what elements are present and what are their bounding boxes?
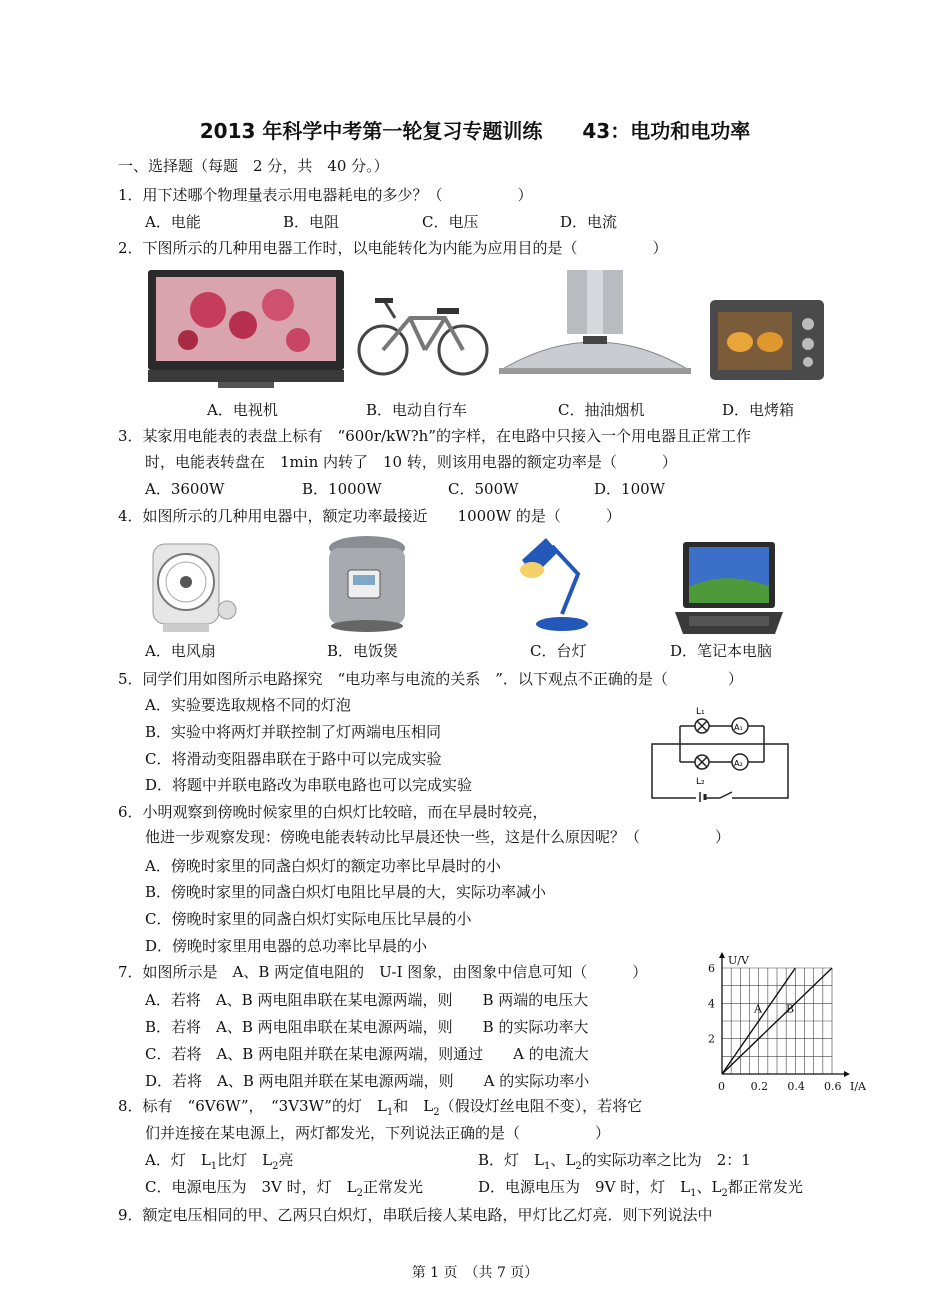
- q7-option-c: C．若将 A、B 两电阻并联在某电源两端，则通过 A 的电流大: [145, 1045, 589, 1063]
- electric-fan-image: [143, 540, 239, 636]
- q4-option-a: A．电风扇: [145, 642, 216, 660]
- sub-1: 1: [690, 1188, 697, 1199]
- q8-a-pre: A．灯 L: [145, 1151, 211, 1169]
- label-a2: A₂: [734, 759, 743, 768]
- q3-line2: 时，电能表转盘在 1min 内转了 10 转，则该用电器的额定功率是（ ）: [145, 453, 677, 471]
- section-heading: 一、选择题（每题 2 分，共 40 分。）: [118, 157, 389, 175]
- q8-line1-post: （假设灯丝电阻不变），若将它: [439, 1097, 643, 1115]
- sub-1: 1: [386, 1107, 394, 1118]
- q5-option-c: C．将滑动变阻器串联在于路中可以完成实验: [145, 750, 442, 768]
- q8-a-post: 亮: [278, 1151, 294, 1169]
- range-hood-image: [497, 270, 693, 388]
- y-axis-label: U/V: [728, 954, 749, 967]
- x-tick-label: 0.6: [824, 1080, 842, 1093]
- y-tick-label: 6: [708, 962, 715, 975]
- title-topic: 43：电功和电功率: [582, 119, 751, 143]
- desk-lamp-image: [518, 534, 592, 634]
- q2-stem: 2．下图所示的几种用电器工作时，以电能转化为内能为应用目的是（ ）: [118, 239, 668, 257]
- q1-option-d: D．电流: [560, 213, 618, 231]
- series-label-b: B: [786, 1002, 795, 1016]
- q2-option-c: C．抽油烟机: [558, 401, 645, 419]
- q7-stem: 7．如图所示是 A、B 两定值电阻的 U-I 图象，由图象中信息可知（ ）: [118, 963, 648, 981]
- q8-b-mid: 、L: [550, 1151, 576, 1169]
- y-tick-label: 4: [708, 997, 715, 1011]
- q8-b-pre: B．灯 L: [478, 1151, 544, 1169]
- q8-line1-mid: 和 L: [393, 1097, 434, 1115]
- q8-option-b: [478, 1151, 751, 1176]
- x-tick-label: 0: [718, 1080, 725, 1093]
- y-axis-arrow: [719, 952, 725, 958]
- x-axis-arrow: [844, 1071, 850, 1077]
- q3-line1: 3．某家用电能表的表盘上标有 “600r/kW?h”的字样，在电路中只接入一个用电器且正常工作: [118, 427, 751, 445]
- q6-option-b: B．傍晚时家里的同盏白炽灯电阻比早晨的大，实际功率减小: [145, 883, 547, 901]
- q8-d-post: 都正常发光: [727, 1178, 803, 1196]
- parallel-circuit-diagram: [648, 700, 796, 806]
- q3-option-b: B．1000W: [302, 480, 382, 498]
- page-title: [0, 115, 950, 144]
- q2-option-a: A．电视机: [207, 401, 278, 419]
- x-tick-label: 0.2: [750, 1080, 769, 1093]
- q7-option-a: A．若将 A、B 两电阻串联在某电源两端，则 B 两端的电压大: [145, 991, 589, 1009]
- y-tick-label: 2: [708, 1032, 715, 1046]
- q4-option-b: B．电饭煲: [327, 642, 399, 660]
- q6-option-d: D．傍晚时家里用电器的总功率比早晨的小: [145, 937, 428, 955]
- label-l1: L₁: [696, 707, 705, 717]
- electric-oven-image: [710, 300, 824, 382]
- electric-bicycle-image: [355, 288, 491, 378]
- q6-line1: 6．小明观察到傍晚时候家里的白炽灯比较暗，而在早晨时较亮，: [118, 803, 548, 821]
- q8-line1-pre: 8．标有 “6V6W”， “3V3W”的灯 L: [118, 1097, 387, 1115]
- q5-stem: 5．同学们用如图所示电路探究 “电功率与电流的关系 ”．以下观点不正确的是（ ）: [118, 670, 743, 688]
- q2-option-d: D．电烤箱: [722, 401, 795, 419]
- q8-c-pre: C．电源电压为 3V 时，灯 L: [145, 1178, 357, 1196]
- q6-line2: 他进一步观察发现：傍晚电能表转动比早晨还快一些，这是什么原因呢？（ ）: [145, 828, 731, 846]
- sub-1: 1: [543, 1161, 551, 1172]
- sub-2: 2: [575, 1161, 582, 1172]
- q9-stem: 9．额定电压相同的甲、乙两只白炽灯，串联后接人某电路，甲灯比乙灯亮．则下列说法中: [118, 1206, 713, 1224]
- sub-2: 2: [721, 1188, 728, 1199]
- sub-2: 2: [433, 1107, 440, 1118]
- q6-option-c: C．傍晚时家里的同盏白炽灯实际电压比早晨的小: [145, 910, 472, 928]
- label-l2: L₂: [696, 777, 705, 787]
- sub-1: 1: [210, 1161, 218, 1172]
- q8-d-pre: D．电源电压为 9V 时，灯 L: [478, 1178, 691, 1196]
- q2-option-b: B．电动自行车: [366, 401, 468, 419]
- q8-option-d: [478, 1178, 803, 1203]
- q5-option-b: B．实验中将两灯并联控制了灯两端电压相同: [145, 723, 442, 741]
- q1-stem: 1．用下述哪个物理量表示用电器耗电的多少？（ ）: [118, 186, 533, 204]
- q4-stem: 4．如图所示的几种用电器中，额定功率最接近 1000W 的是（ ）: [118, 507, 621, 525]
- q3-option-c: C．500W: [448, 480, 519, 498]
- q8-b-post: 的实际功率之比为 2：1: [581, 1151, 751, 1169]
- q1-option-a: A．电能: [145, 213, 201, 231]
- q3-option-a: A．3600W: [145, 480, 225, 498]
- q8-line2: 们并连接在某电源上，两灯都发光，下列说法正确的是（ ）: [145, 1124, 611, 1142]
- title-main: 2013 年科学中考第一轮复习专题训练: [199, 119, 543, 143]
- q8-line1: [118, 1097, 642, 1122]
- series-label-a: A: [754, 1002, 762, 1016]
- q1-option-b: B．电阻: [283, 213, 340, 231]
- q7-option-b: B．若将 A、B 两电阻串联在某电源两端，则 B 的实际功率大: [145, 1018, 589, 1036]
- sub-2: 2: [356, 1188, 363, 1199]
- q8-a-mid: 比灯 L: [217, 1151, 273, 1169]
- q8-d-mid: 、L: [696, 1178, 722, 1196]
- q4-option-d: D．笔记本电脑: [670, 642, 773, 660]
- q5-option-d: D．将题中并联电路改为串联电路也可以完成实验: [145, 776, 473, 794]
- sub-2: 2: [272, 1161, 279, 1172]
- q5-option-a: A．实验要选取规格不同的灯泡: [145, 696, 351, 714]
- x-tick-label: 0.4: [787, 1080, 805, 1093]
- page-footer: 第 1 页 （共 7 页）: [411, 1265, 539, 1281]
- laptop-image: [675, 542, 783, 636]
- q1-option-c: C．电压: [422, 213, 479, 231]
- q3-option-d: D．100W: [594, 480, 666, 498]
- q8-option-a: [145, 1151, 294, 1176]
- q6-option-a: A．傍晚时家里的同盏白炽灯的额定功率比早晨时的小: [145, 857, 501, 875]
- q8-c-post: 正常发光: [362, 1178, 423, 1196]
- rice-cooker-image: [324, 534, 410, 634]
- tv-image: [148, 270, 344, 388]
- q7-option-d: D．若将 A、B 两电阻并联在某电源两端，则 A 的实际功率小: [145, 1072, 590, 1090]
- u-i-graph: [700, 952, 870, 1098]
- q4-option-c: C．台灯: [530, 642, 587, 660]
- x-axis-label: I/A: [850, 1080, 866, 1093]
- q8-option-c: [145, 1178, 423, 1203]
- label-a1: A₁: [734, 723, 743, 732]
